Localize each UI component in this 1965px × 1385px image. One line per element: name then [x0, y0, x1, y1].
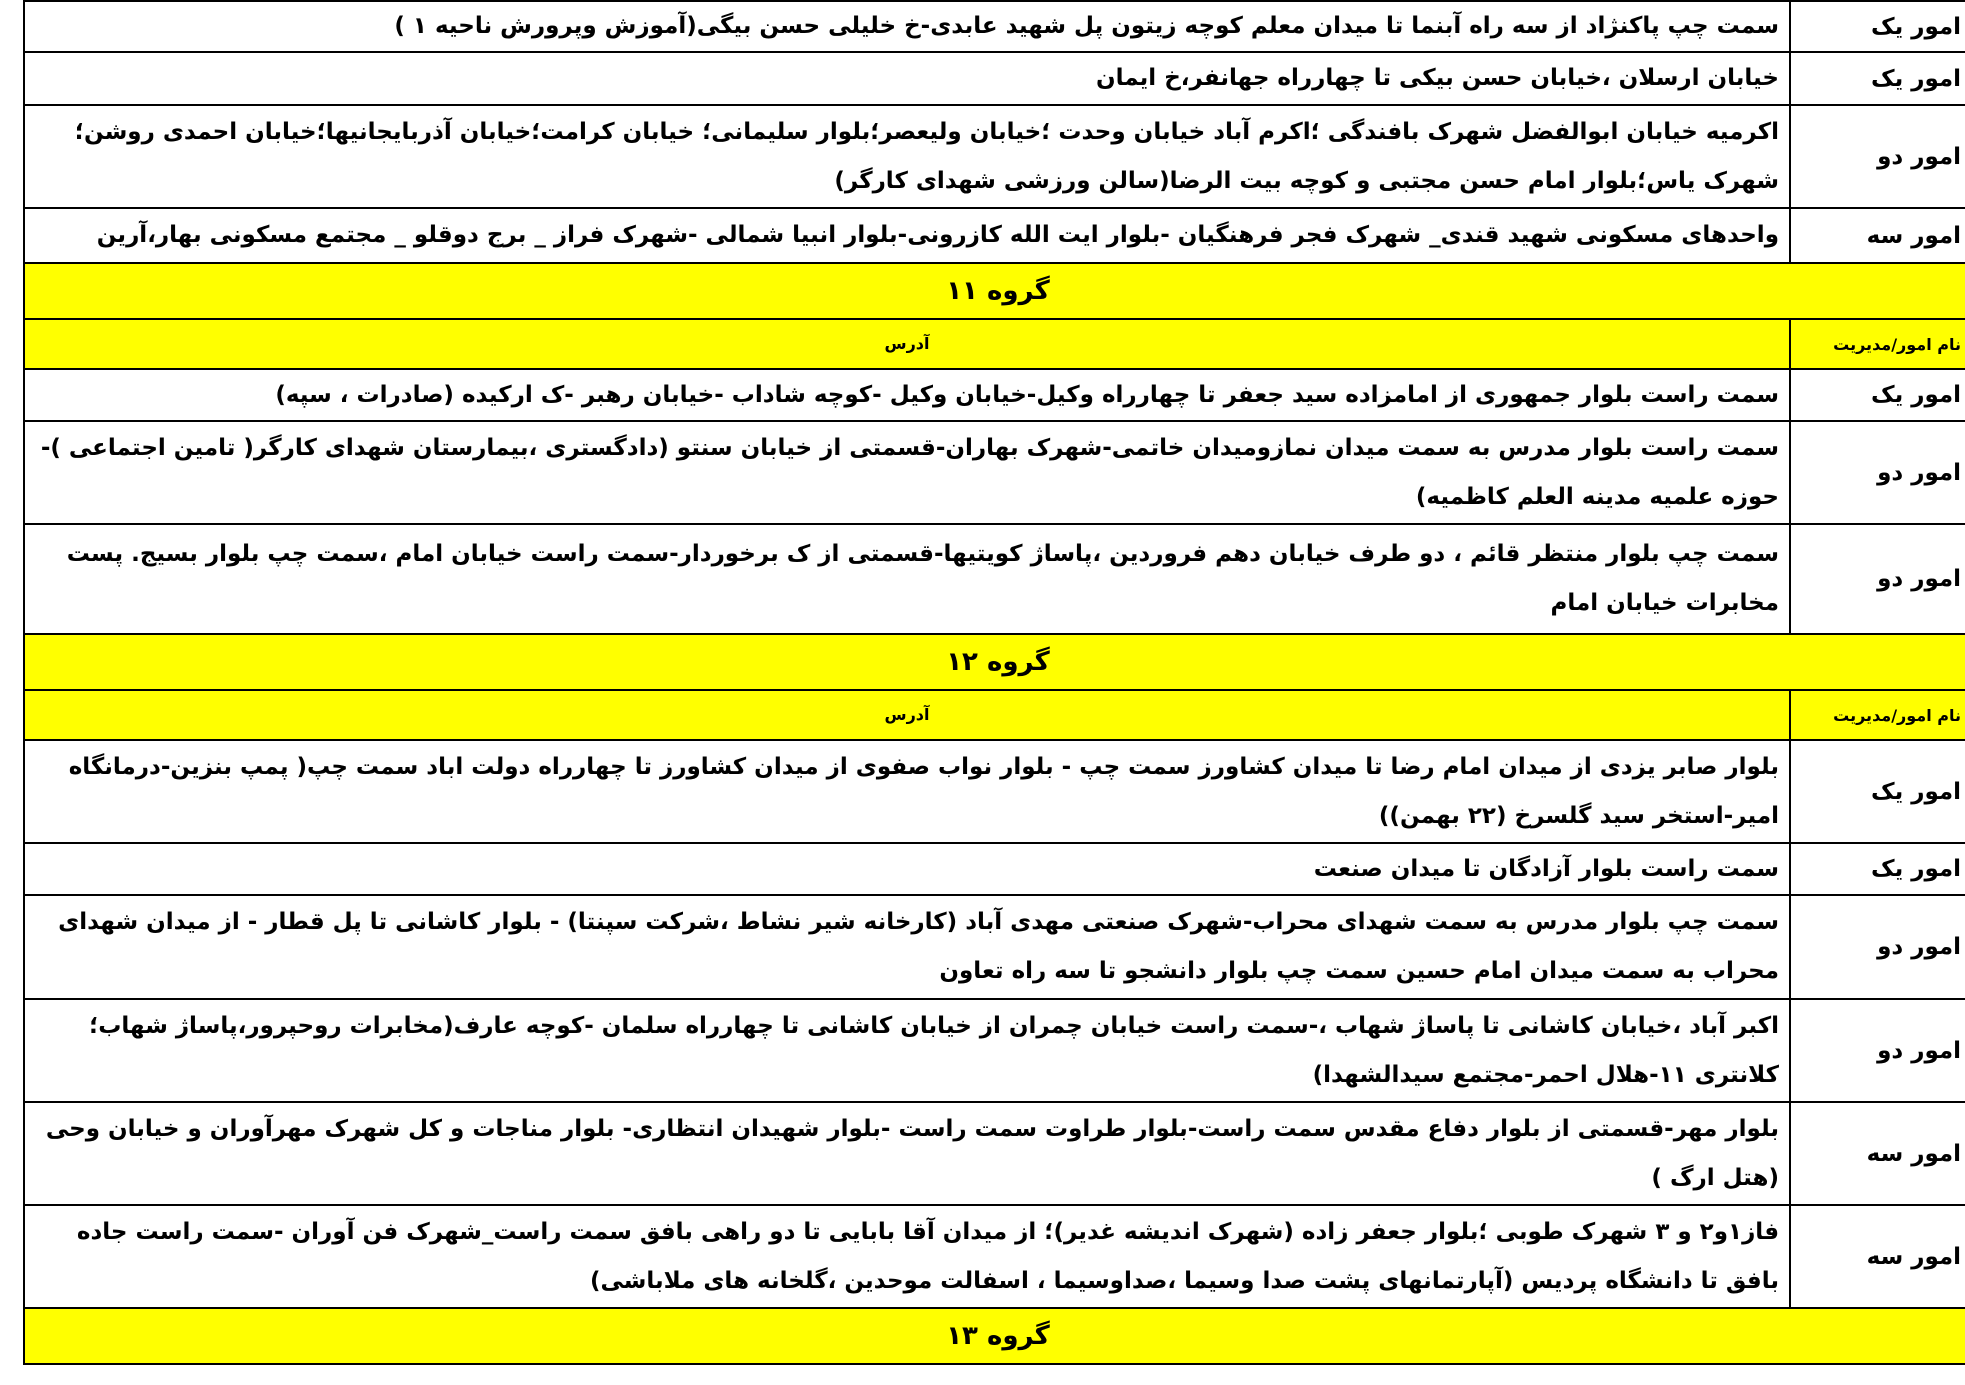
address-cell: واحدهای مسکونی شهید قندی_ شهرک فجر فرهنگیان -بلوار ایت الله کازرونی-بلوار انبیا شمالی -شهرک فراز _ برج دوقلو _ مجتمع مسکونی بهار،آرین: [24, 208, 1790, 263]
department-cell: امور یک: [1790, 369, 1965, 421]
department-column-header: نام امور/مدیریت: [1790, 319, 1965, 369]
department-column-header: نام امور/مدیریت: [1790, 690, 1965, 740]
table-row: [24, 52, 1965, 105]
department-cell: امور یک: [1790, 1, 1965, 52]
group-title: گروه ۱۱: [24, 263, 1965, 319]
group-heading: [24, 1308, 1965, 1364]
department-cell: امور یک: [1790, 740, 1965, 843]
column-header-row: [24, 319, 1965, 369]
department-cell: امور سه: [1790, 208, 1965, 263]
column-header-row: [24, 690, 1965, 740]
address-cell: سمت راست بلوار مدرس به سمت میدان نمازومیدان خاتمی-شهرک بهاران-قسمتی از خیابان سنتو (دادگستری ،بیمارستان شهدای کارگر( تامین اجتماعی )-حوزه علمیه مدینه العلم کاظمیه): [24, 421, 1790, 524]
department-cell: امور یک: [1790, 52, 1965, 105]
group-title: گروه ۱۲: [24, 634, 1965, 690]
table-row: [24, 208, 1965, 263]
department-cell: امور یک: [1790, 843, 1965, 895]
address-column-header: آدرس: [24, 319, 1790, 369]
table-row: [24, 843, 1965, 895]
address-table: [23, 0, 1965, 1365]
group-title: گروه ۱۳: [24, 1308, 1965, 1364]
department-cell: امور سه: [1790, 1205, 1965, 1308]
address-cell: اکبر آباد ،خیابان کاشانی تا پاساژ شهاب ،-سمت راست خیابان چمران از خیابان کاشانی تا چهارراه سلمان -کوچه عارف(مخابرات روحپرور،پاساژ شهاب؛ کلانتری ۱۱-هلال احمر-مجتمع سیدالشهدا): [24, 999, 1790, 1102]
address-cell: بلوار صابر یزدی از میدان امام رضا تا میدان کشاورز سمت چپ - بلوار نواب صفوی از میدان کشاورز تا چهارراه دولت اباد سمت چپ( پمپ بنزین-درمانگاه امیر-استخر سید گلسرخ (۲۲ بهمن)): [24, 740, 1790, 843]
table-row: [24, 1, 1965, 52]
department-cell: امور دو: [1790, 524, 1965, 634]
group-heading: [24, 634, 1965, 690]
address-cell: سمت راست بلوار آزادگان تا میدان صنعت: [24, 843, 1790, 895]
table-row: [24, 369, 1965, 421]
address-cell: سمت چپ پاکنژاد از سه راه آبنما تا میدان معلم کوچه زیتون پل شهید عابدی-خ خلیلی حسن بیگی(آموزش وپرورش ناحیه ۱ ): [24, 1, 1790, 52]
address-cell: بلوار مهر-قسمتی از بلوار دفاع مقدس سمت راست-بلوار طراوت سمت راست -بلوار شهیدان انتظاری- بلوار مناجات و کل شهرک مهرآوران و خیابان وحی (هتل ارگ ): [24, 1102, 1790, 1205]
address-column-header: آدرس: [24, 690, 1790, 740]
address-cell: سمت راست بلوار جمهوری از امامزاده سید جعفر تا چهارراه وکیل-خیابان وکیل -کوچه شاداب -خیابان رهبر -ک ارکیده (صادرات ، سپه): [24, 369, 1790, 421]
department-cell: امور سه: [1790, 1102, 1965, 1205]
department-cell: امور دو: [1790, 999, 1965, 1102]
address-cell: سمت چپ بلوار مدرس به سمت شهدای محراب-شهرک صنعتی مهدی آباد (کارخانه شیر نشاط ،شرکت سپنتا) - بلوار کاشانی تا پل قطار - از میدان شهدای محراب به سمت میدان امام حسین سمت چپ بلوار دانشجو تا سه راه تعاون: [24, 895, 1790, 999]
department-cell: امور دو: [1790, 105, 1965, 208]
table-row: [24, 524, 1965, 634]
table-row: [24, 1102, 1965, 1205]
department-cell: امور دو: [1790, 895, 1965, 999]
table-row: [24, 999, 1965, 1102]
address-cell: خیابان ارسلان ،خیابان حسن بیکی تا چهارراه جهانفر،خ ایمان: [24, 52, 1790, 105]
table-row: [24, 895, 1965, 999]
table-row: [24, 105, 1965, 208]
group-heading: [24, 263, 1965, 319]
table-row: [24, 740, 1965, 843]
department-cell: امور دو: [1790, 421, 1965, 524]
address-table-sheet: [23, 0, 1965, 1365]
table-row: [24, 1205, 1965, 1308]
address-cell: اکرمیه خیابان ابوالفضل شهرک بافندگی ؛اکرم آباد خیابان وحدت ؛خیابان ولیعصر؛بلوار سلیمانی؛ خیابان کرامت؛خیابان آذربایجانیها؛خیابان احمدی روشن؛شهرک یاس؛بلوار امام حسن مجتبی و کوچه بیت الرضا(سالن ورزشی شهدای کارگر): [24, 105, 1790, 208]
table-row: [24, 421, 1965, 524]
address-cell: فاز۱و۲ و ۳ شهرک طوبی ؛بلوار جعفر زاده (شهرک اندیشه غدیر)؛ از میدان آقا بابایی تا دو راهی بافق سمت راست_شهرک فن آوران -سمت راست جاده بافق تا دانشگاه پردیس (آپارتمانهای پشت صدا وسیما ،صداوسیما ، اسفالت موحدین ،گلخانه های ملاباشی): [24, 1205, 1790, 1308]
address-cell: سمت چپ بلوار منتظر قائم ، دو طرف خیابان دهم فروردین ،پاساژ کویتیها-قسمتی از ک برخوردار-سمت راست خیابان امام ،سمت چپ بلوار بسیج. پست مخابرات خیابان امام: [24, 524, 1790, 634]
